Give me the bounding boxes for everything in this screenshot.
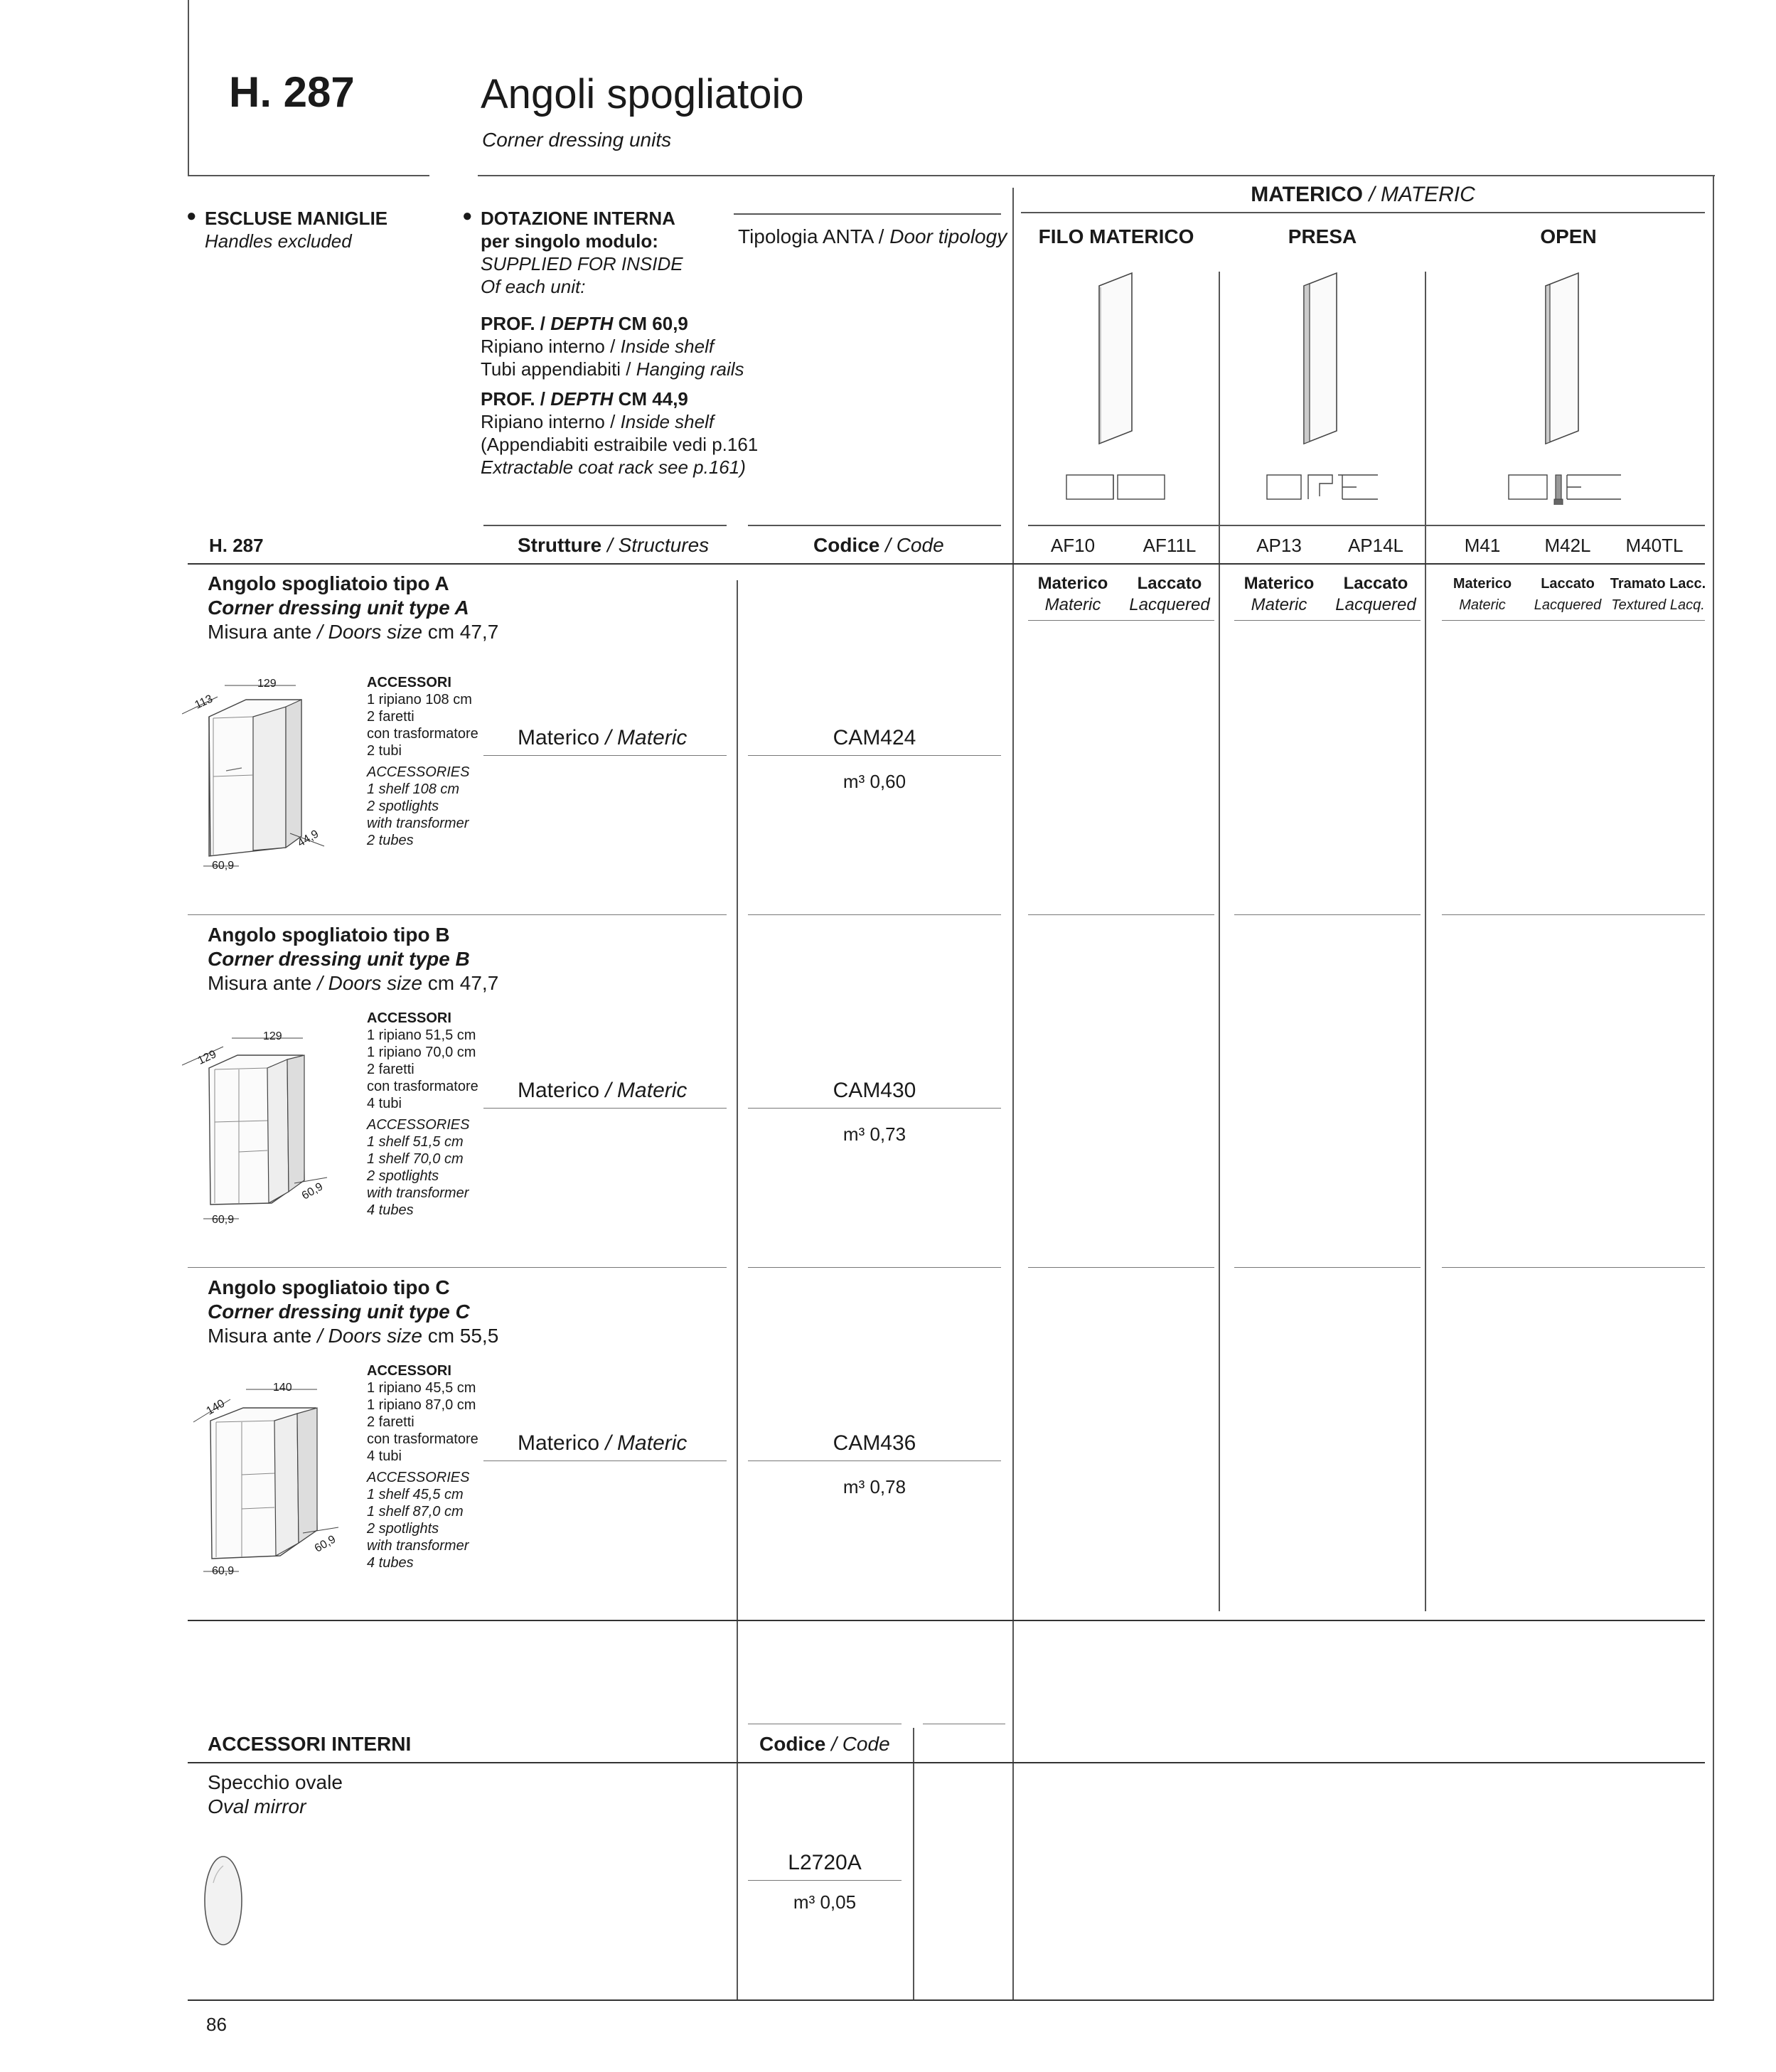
depth-44-line2: (Appendiabiti estraibile vedi p.161 [481,434,759,455]
depth-60-line1: Ripiano interno / Inside shelf [481,336,715,357]
page-subtitle: Corner dressing units [482,129,672,151]
depth-44-heading: PROF. / DEPTH CM 44,9 [481,388,688,410]
product-b-structure: Materico / Materic [518,1079,688,1102]
product-c-name: Angolo spogliatoio tipo C [208,1276,450,1298]
product-a-bottom-rule-1 [188,914,727,915]
group-divider-1 [1219,272,1220,1611]
page-number: 86 [206,2014,227,2035]
depth-44-line3: Extractable coat rack see p.161) [481,456,746,478]
finish-label-m42l: Laccato Lacquered [1534,576,1602,613]
col-code-label: Codice / Code [813,534,944,556]
product-b-dim-width: 60,9 [212,1214,235,1226]
product-a-dim-depth: 44,9 [295,828,321,850]
header-rule-left [188,175,429,176]
product-c-structure: Materico / Materic [518,1431,688,1455]
product-a-structure: Materico / Materic [518,726,688,749]
finish-label-ap14l: Laccato Lacquered [1335,574,1416,614]
col-height-label: H. 287 [209,535,264,556]
group-open: OPEN [1540,225,1597,247]
finish-label-m41: Materico Materic [1453,576,1512,613]
finish-label-rule-1 [1028,620,1214,621]
finish-code-af11l: AF11L [1143,535,1197,556]
product-a-door-size: Misura ante / Doors size cm 47,7 [208,621,499,643]
product-c-name-en: Corner dressing unit type C [208,1301,470,1323]
acc-extra-col-rule [913,1728,914,2001]
handles-note: ESCLUSE MANIGLIE [205,208,388,229]
bullet-icon: ● [186,206,197,225]
materico-title: MATERICO / MATERIC [1251,183,1475,206]
product-c-dim-side: 140 [204,1397,228,1418]
product-a-code: CAM424 [833,726,916,749]
product-a-name: Angolo spogliatoio tipo A [208,572,449,594]
product-c-accessories: ACCESSORI 1 ripiano 45,5 cm 1 ripiano 87,0 cm 2 faretti con trasformatore 4 tubi ACCESSORIES 1 shelf 45,5 cm 1 shelf 87,0 cm 2 spotlights with transformer 4 tubes [367,1363,478,1571]
internal-note-en-sub: Of each unit: [481,276,586,297]
col-header-rule-finish [1028,525,1705,526]
product-c-door-size: Misura ante / Doors size cm 55,5 [208,1325,499,1347]
product-b-bottom-rule-3 [1028,1267,1214,1268]
product-a-accessories: ACCESSORI 1 ripiano 108 cm 2 faretti con trasformatore 2 tubi ACCESSORIES 1 shelf 108 cm 2 spotlights with transformer 2 tubes [367,675,478,848]
finish-label-af11l: Laccato Lacquered [1129,574,1210,614]
header-rule-right [478,175,1715,176]
product-a-structure-rule [483,755,727,756]
finish-code-ap13: AP13 [1256,535,1302,556]
product-b-structure-rule [483,1108,727,1109]
product-c-code-rule [748,1460,1001,1461]
accessory-code-rule [748,1880,902,1881]
product-b-dim-depth: 60,9 [299,1180,326,1202]
depth-44-line1: Ripiano interno / Inside shelf [481,411,715,432]
product-b-bottom-rule-4 [1234,1267,1421,1268]
depth-60-heading: PROF. / DEPTH CM 60,9 [481,313,688,334]
finish-code-m40tl: M40TL [1625,535,1684,556]
door-type-label: Tipologia ANTA / Door tipology [738,225,1007,247]
internal-note-sub: per singolo modulo: [481,230,658,252]
accessories-title: ACCESSORI INTERNI [208,1733,412,1755]
finish-label-m40tl: Tramato Lacc. Textured Lacq. [1610,576,1706,613]
group-filo-materico: FILO MATERICO [1038,225,1194,247]
finish-code-af10: AF10 [1050,535,1096,556]
product-a-bottom-rule-3 [1028,914,1214,915]
group-presa: PRESA [1288,225,1357,247]
page-bottom-rule [188,1999,1713,2001]
product-c-dim-width: 60,9 [212,1565,235,1577]
product-b-dim-top: 129 [263,1030,282,1042]
accessory-item-name-en: Oval mirror [208,1795,306,1817]
product-b-dim-side: 129 [196,1048,219,1067]
product-a-name-en: Corner dressing unit type A [208,597,469,619]
header-rule-vertical [188,0,189,176]
finish-label-af10: Materico Materic [1037,574,1108,614]
internal-note-title: DOTAZIONE INTERNA [481,208,675,229]
product-b-code: CAM430 [833,1079,916,1102]
finish-label-rule-3 [1442,620,1705,621]
finish-label-ap13: Materico Materic [1243,574,1315,614]
handles-note-en: Handles excluded [205,230,352,252]
accessories-code-label: Codice / Code [759,1733,890,1755]
group-divider-2 [1425,272,1426,1611]
product-a-dim-width: 60,9 [212,860,235,872]
product-b-door-size: Misura ante / Doors size cm 47,7 [208,972,499,994]
product-c-code: CAM436 [833,1431,916,1455]
door-type-rule [734,213,1001,215]
product-a-volume: m³ 0,60 [842,771,906,792]
door-filo-materico-illustration [1064,270,1177,505]
code-col-left-rule [737,580,738,2001]
product-b-accessories: ACCESSORI 1 ripiano 51,5 cm 1 ripiano 70,0 cm 2 faretti con trasformatore 4 tubi ACCESSORIES 1 shelf 51,5 cm 1 shelf 70,0 cm 2 spotlights with transformer 4 tubes [367,1010,478,1218]
product-c-dim-top: 140 [273,1382,292,1394]
product-b-volume: m³ 0,73 [842,1123,906,1145]
product-c-dim-depth: 60,9 [312,1533,338,1555]
oval-mirror-drawing [202,1854,245,1947]
materico-title-rule [1021,212,1705,213]
page-height-label: H. 287 [229,68,355,116]
accessory-item-name: Specchio ovale [208,1771,343,1793]
col-structures-label: Strutture / Structures [518,534,710,556]
finish-code-m41: M41 [1464,535,1501,556]
col-header-rule-code [748,525,1001,526]
product-a-code-rule [748,755,1001,756]
product-b-bottom-rule-2 [748,1267,1001,1268]
col-header-rule-struct [483,525,727,526]
accessory-code: L2720A [788,1851,862,1874]
finish-code-m42l: M42L [1544,535,1591,556]
internal-note-en: SUPPLIED FOR INSIDE [481,253,683,274]
product-b-name-en: Corner dressing unit type B [208,948,470,970]
col-header-bottom-rule [188,563,1705,565]
product-c-structure-rule [483,1460,727,1461]
product-a-bottom-rule-2 [748,914,1001,915]
product-a-dim-top: 129 [257,678,277,690]
product-a-bottom-rule-4 [1234,914,1421,915]
finish-code-ap14l: AP14L [1347,535,1404,556]
finish-label-rule-2 [1234,620,1421,621]
materico-left-rule [1012,188,1014,2001]
page-title: Angoli spogliatoio [481,71,804,117]
product-b-code-rule [748,1108,1001,1109]
product-b-bottom-rule-5 [1442,1267,1705,1268]
door-open-illustration [1499,270,1627,505]
product-b-name: Angolo spogliatoio tipo B [208,924,450,946]
depth-60-line2: Tubi appendiabiti / Hanging rails [481,358,744,380]
product-a-dim-side: 113 [193,693,215,712]
product-b-bottom-rule-1 [188,1267,727,1268]
product-a-bottom-rule-5 [1442,914,1705,915]
outer-right-rule [1713,175,1714,2001]
products-bottom-rule [188,1620,1705,1621]
accessories-header-rule [188,1762,1705,1763]
door-presa-illustration [1264,270,1392,505]
bullet-icon: ● [462,206,473,225]
product-c-volume: m³ 0,78 [842,1476,906,1497]
accessory-volume: m³ 0,05 [793,1891,857,1913]
